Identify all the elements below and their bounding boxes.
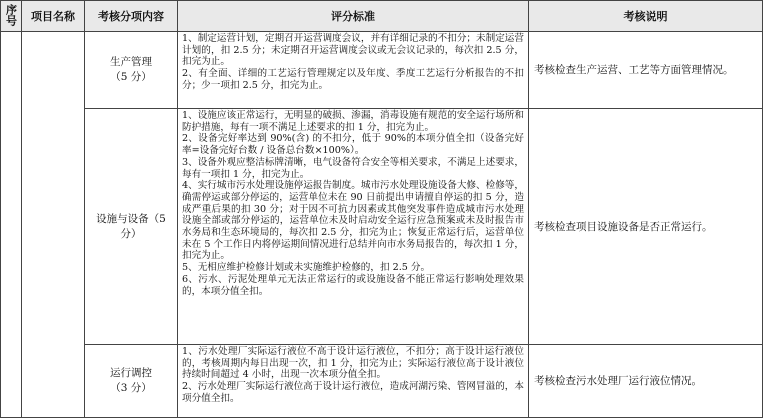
header-notes: 考核说明 <box>529 1 763 32</box>
project-cell <box>22 32 85 418</box>
criteria-line: 2、设备完好率达到 90%(含) 的不扣分，低于 90%的本项分值全扣（设备完好率=设备完好台数 / 设备总台数×100%）。 <box>182 133 524 157</box>
criteria-line: 6、污水、污泥处理单元无法正常运行的或设施设备不能正常运行影响处理效果的，本项分值全扣。 <box>182 273 524 297</box>
criteria-line: 5、无相应维护检修计划或未实施维护检修的，扣 2.5 分。 <box>182 262 431 274</box>
table-row <box>1 32 763 109</box>
criteria-line: 3、设备外观应整洁标牌清晰，电气设备符合安全等相关要求，不满足上述要求，每有一项扣 1 分，扣完为止。 <box>182 156 524 180</box>
sub-item-cell <box>85 32 178 109</box>
criteria-cell <box>178 32 529 109</box>
sub-item-score: （3 分） <box>110 382 152 394</box>
criteria-line: 2、有全面、详细的工艺运行管理规定以及年度、季度工艺运行分析报告的不扣分；少一项扣 2.5 分，扣完为止。 <box>182 68 524 91</box>
header-sub-item: 考核分项内容 <box>85 1 178 32</box>
criteria-line: 2、污水处理厂实际运行液位高于设计运行液位，造成河湖污染、管网冒溢的，本项分值全扣。 <box>182 381 524 404</box>
header-row <box>1 1 763 32</box>
sub-item-cell <box>85 345 178 418</box>
sub-item-score: （5 分） <box>110 71 152 83</box>
note-cell: 考核检查生产运营、工艺等方面管理情况。 <box>529 32 763 109</box>
seq-cell <box>1 32 22 418</box>
criteria-line: 4、实行城市污水处理设施停运报告制度。城市污水处理设施设备大修、检修等，确需停运或部分停运的，运营单位未在 90 日前提出申请擅自停运的扣 5 分，造成严重后果的扣 30 分；对于因不可抗力因素或其他突发事件造成城市污水处理设施全部或部分停运的，运营单位未及时启动安全运行应急预案或未及时报告市水务局和生态环境局的，每次扣 2.5 分，扣完为止；恢复正常运行后，运营单位未在 5 个工作日内将停运期间情况进行总结并向市水务局报告的，每次扣 1 分，扣完为止。 <box>182 180 524 262</box>
table-row <box>1 109 763 345</box>
sub-item-name: 设施与设备（5 分） <box>96 212 166 240</box>
criteria-cell <box>178 345 529 418</box>
sub-item-cell <box>85 109 178 345</box>
note-cell: 考核检查污水处理厂运行液位情况。 <box>529 345 763 418</box>
note-cell: 考核检查项目设施设备是否正常运行。 <box>529 109 763 345</box>
table-row <box>1 345 763 418</box>
sub-item-name: 运行调控 <box>110 367 152 379</box>
criteria-line: 1、设施应该正常运行，无明显的破损、渗漏，消毒设施有规范的安全运行场所和防护措施，每有一项不满足上述要求的扣 1 分，扣完为止。 <box>182 110 524 133</box>
header-seq: 序号 <box>1 1 22 32</box>
sub-item-name: 生产管理 <box>110 56 152 68</box>
header-project: 项目名称 <box>22 1 85 32</box>
criteria-cell <box>178 109 529 345</box>
criteria-line: 1、制定运营计划，定期召开运营调度会议，并有详细记录的不扣分；未制定运营计划的，扣 2.5 分；未定期召开运营调度会议或无会议记录的，每次扣 2.5 分，扣完为止。 <box>182 33 524 68</box>
criteria-line: 1、污水处理厂实际运行液位不高于设计运行液位，不扣分；高于设计运行液位的，考核周期内每日出现一次，扣 1 分，扣完为止；实际运行液位高于设计液位持续时间超过 4 小时，出现一次本项分值全扣。 <box>182 346 524 381</box>
header-criteria: 评分标准 <box>178 1 529 32</box>
